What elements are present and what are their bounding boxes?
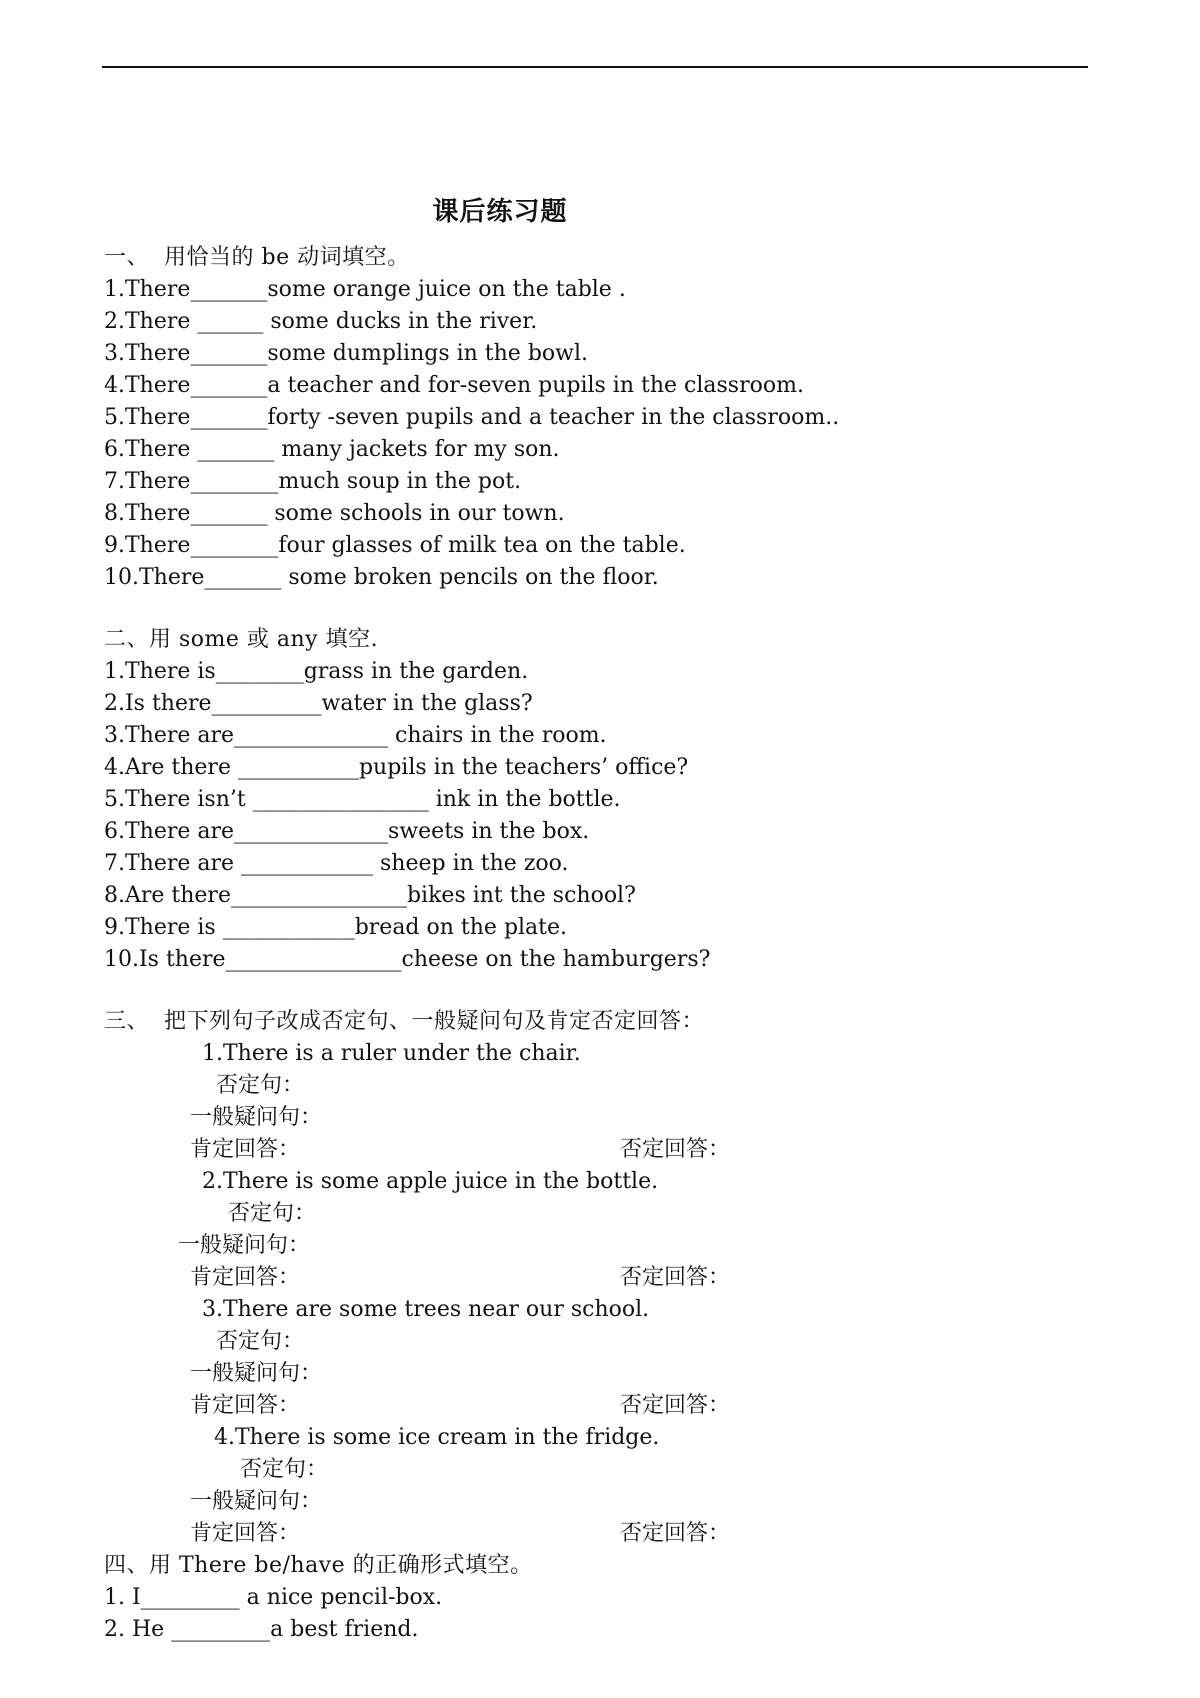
s3-no-label: 否定回答： <box>620 1521 731 1546</box>
header-rule <box>102 66 1088 68</box>
s2-item-6: 6.There are______________sweets in the box. <box>104 819 590 844</box>
s2-item-3: 3.There are______________ chairs in the room. <box>104 723 607 748</box>
s2-item-7: 7.There are ____________ sheep in the zoo. <box>104 851 569 876</box>
s3-negative-label: 否定句： <box>216 1329 305 1354</box>
s1-item-1: 1.There_______some orange juice on the table . <box>104 277 626 302</box>
s2-item-1: 1.There is________grass in the garden. <box>104 659 529 684</box>
page-title: 课后练习题 <box>432 197 568 227</box>
s3-negative-label: 否定句： <box>240 1457 329 1482</box>
s2-item-10: 10.Is there________________cheese on the hamburgers? <box>104 947 711 972</box>
s2-item-5: 5.There isn’t ________________ ink in the bottle. <box>104 787 621 812</box>
s1-item-9: 9.There________four glasses of milk tea on the table. <box>104 533 686 558</box>
s3-no-label: 否定回答： <box>620 1265 731 1290</box>
s2-item-8: 8.Are there________________bikes int the school? <box>104 883 636 908</box>
s1-item-7: 7.There________much soup in the pot. <box>104 469 522 494</box>
s2-item-2: 2.Is there__________water in the glass? <box>104 691 533 716</box>
s3-question-label: 一般疑问句： <box>190 1489 323 1514</box>
s3-sentence-3: 3.There are some trees near our school. <box>202 1297 650 1322</box>
s3-yes-label: 肯定回答： <box>190 1137 301 1162</box>
s1-item-4: 4.There_______a teacher and for-seven pupils in the classroom. <box>104 373 804 398</box>
s3-negative-label: 否定句： <box>228 1201 317 1226</box>
s3-sentence-4: 4.There is some ice cream in the fridge. <box>214 1425 660 1450</box>
s3-question-label: 一般疑问句： <box>190 1105 323 1130</box>
s4-item-1: 1. I_________ a nice pencil-box. <box>104 1585 443 1610</box>
s1-item-10: 10.There_______ some broken pencils on the floor. <box>104 565 659 590</box>
s4-item-2: 2. He _________a best friend. <box>104 1617 419 1642</box>
s1-item-6: 6.There _______ many jackets for my son. <box>104 437 560 462</box>
section-2-heading: 二、用 some 或 any 填空. <box>104 627 379 652</box>
s3-sentence-1: 1.There is a ruler under the chair. <box>202 1041 581 1066</box>
s3-no-label: 否定回答： <box>620 1137 731 1162</box>
s3-yes-label: 肯定回答： <box>190 1265 301 1290</box>
s2-item-9: 9.There is ____________bread on the plate. <box>104 915 568 940</box>
s3-question-label: 一般疑问句： <box>190 1361 323 1386</box>
s3-yes-label: 肯定回答： <box>190 1521 301 1546</box>
s1-item-5: 5.There_______forty -seven pupils and a teacher in the classroom.. <box>104 405 840 430</box>
s3-sentence-2: 2.There is some apple juice in the bottle. <box>202 1169 659 1194</box>
s3-no-label: 否定回答： <box>620 1393 731 1418</box>
section-4-heading: 四、用 There be/have 的正确形式填空。 <box>104 1553 533 1578</box>
s1-item-3: 3.There_______some dumplings in the bowl. <box>104 341 589 366</box>
s3-negative-label: 否定句： <box>216 1073 305 1098</box>
section-3-heading: 三、 把下列句子改成否定句、一般疑问句及肯定否定回答： <box>104 1009 704 1034</box>
section-1-heading: 一、 用恰当的 be 动词填空。 <box>104 245 410 270</box>
s2-item-4: 4.Are there ___________pupils in the teachers’ office? <box>104 755 689 780</box>
s3-yes-label: 肯定回答： <box>190 1393 301 1418</box>
s1-item-2: 2.There ______ some ducks in the river. <box>104 309 538 334</box>
s1-item-8: 8.There_______ some schools in our town. <box>104 501 565 526</box>
s3-question-label: 一般疑问句： <box>178 1233 311 1258</box>
